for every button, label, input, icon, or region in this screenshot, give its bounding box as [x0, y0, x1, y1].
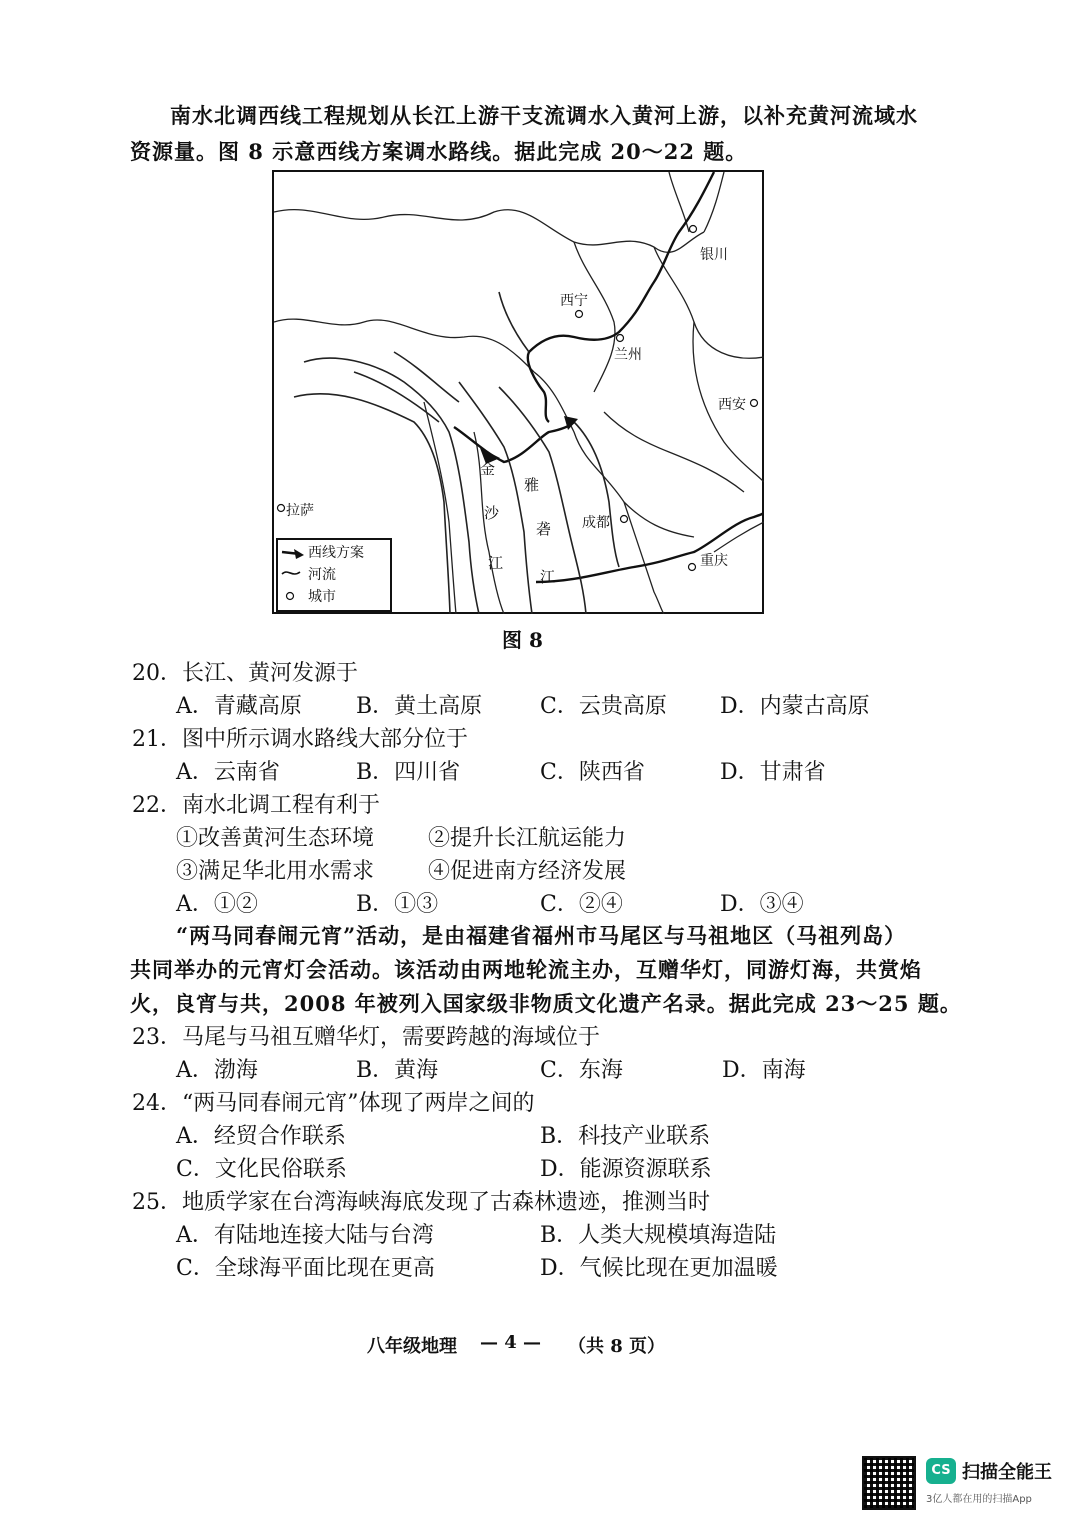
river-jinsha-3: 江: [488, 554, 504, 572]
q25-option-c: C．全球海平面比现在更高: [176, 1256, 435, 1281]
figure-caption: 图 8: [502, 628, 543, 652]
q24-option-d: D．能源资源联系: [540, 1157, 712, 1182]
footer-page: — 4 —: [480, 1332, 542, 1353]
legend-symbols: [280, 542, 310, 612]
intro2-line2: 共同举办的元宵灯会活动。该活动由两地轮流主办，互赠华灯，同游灯海，共赏焰: [130, 957, 922, 982]
q23-option-d: D．南海: [722, 1058, 806, 1083]
legend-route: 西线方案: [308, 545, 364, 561]
q23-option-b: B．黄海: [356, 1058, 439, 1083]
footer-total: （共 8 页）: [568, 1336, 666, 1357]
river-yalong-1: 雅: [524, 476, 540, 494]
q20-option-b: B．黄土高原: [356, 694, 483, 719]
footer-subject: 八年级地理: [367, 1336, 457, 1357]
q20-stem: 20．长江、黄河发源于: [132, 661, 358, 686]
camscanner-tagline: 3亿人都在用的扫描App: [926, 1494, 1032, 1505]
intro2-line3: 火，良宵与共，2008 年被列入国家级非物质文化遗产名录。据此完成 23～25 题。: [130, 991, 962, 1016]
q22-item-2: ②提升长江航运能力: [428, 826, 627, 851]
river-jinsha-1: 金: [480, 460, 496, 478]
city-yinchuan: 银川: [700, 247, 728, 263]
city-chongqing: 重庆: [700, 553, 728, 569]
city-lasa: 拉萨: [286, 503, 314, 519]
intro2-line1: “两马同春闹元宵”活动，是由福建省福州市马尾区与马祖地区（马祖列岛）: [176, 923, 907, 948]
map-legend: [276, 538, 392, 612]
q21-option-c: C．陕西省: [540, 760, 645, 785]
q23-option-a: A．渤海: [176, 1058, 258, 1083]
legend-river: 河流: [308, 567, 336, 583]
q25-option-b: B．人类大规模填海造陆: [540, 1223, 777, 1248]
q22-item-3: ③满足华北用水需求: [176, 859, 375, 884]
city-chengdu: 成都: [582, 515, 610, 531]
camscanner-name: 扫描全能王: [962, 1462, 1052, 1483]
intro1-line1: 南水北调西线工程规划从长江上游干支流调水入黄河上游，以补充黄河流域水: [170, 103, 918, 128]
q22-option-c: C．②④: [540, 892, 623, 917]
q22-option-a: A．①②: [176, 892, 258, 917]
q20-option-a: A．青藏高原: [176, 694, 302, 719]
q25-option-a: A．有陆地连接大陆与台湾: [176, 1223, 434, 1248]
q20-option-d: D．内蒙古高原: [720, 694, 870, 719]
city-xining: 西宁: [560, 293, 588, 309]
q24-stem: 24．“两马同春闹元宵”体现了两岸之间的: [132, 1091, 535, 1116]
city-xian: 西安: [718, 397, 746, 413]
q25-stem: 25．地质学家在台湾海峡海底发现了古森林遗迹，推测当时: [132, 1190, 710, 1215]
intro1-line2: 资源量。图 8 示意西线方案调水路线。据此完成 20～22 题。: [130, 139, 748, 164]
q20-option-c: C．云贵高原: [540, 694, 667, 719]
q21-option-a: A．云南省: [176, 760, 280, 785]
q21-stem: 21．图中所示调水路线大部分位于: [132, 727, 468, 752]
map-figure: [272, 170, 764, 614]
river-yalong-2: 砻: [536, 520, 552, 538]
q22-item-4: ④促进南方经济发展: [428, 859, 627, 884]
q24-option-a: A．经贸合作联系: [176, 1124, 346, 1149]
q23-option-c: C．东海: [540, 1058, 623, 1083]
q22-option-b: B．①③: [356, 892, 439, 917]
q22-option-d: D．③④: [720, 892, 804, 917]
camscanner-logo: CS: [926, 1458, 956, 1484]
qr-code-icon: [862, 1456, 916, 1510]
q24-option-b: B．科技产业联系: [540, 1124, 711, 1149]
q24-option-c: C．文化民俗联系: [176, 1157, 347, 1182]
q22-item-1: ①改善黄河生态环境: [176, 826, 375, 851]
q22-stem: 22．南水北调工程有利于: [132, 793, 380, 818]
river-jinsha-2: 沙: [484, 504, 500, 522]
scanner-watermark: [862, 1456, 1062, 1516]
q23-stem: 23．马尾与马祖互赠华灯，需要跨越的海域位于: [132, 1025, 600, 1050]
q21-option-d: D．甘肃省: [720, 760, 826, 785]
city-lanzhou: 兰州: [614, 347, 642, 363]
legend-city: 城市: [308, 589, 336, 605]
q25-option-d: D．气候比现在更加温暖: [540, 1256, 778, 1281]
river-yalong-3: 江: [540, 568, 556, 586]
q21-option-b: B．四川省: [356, 760, 461, 785]
